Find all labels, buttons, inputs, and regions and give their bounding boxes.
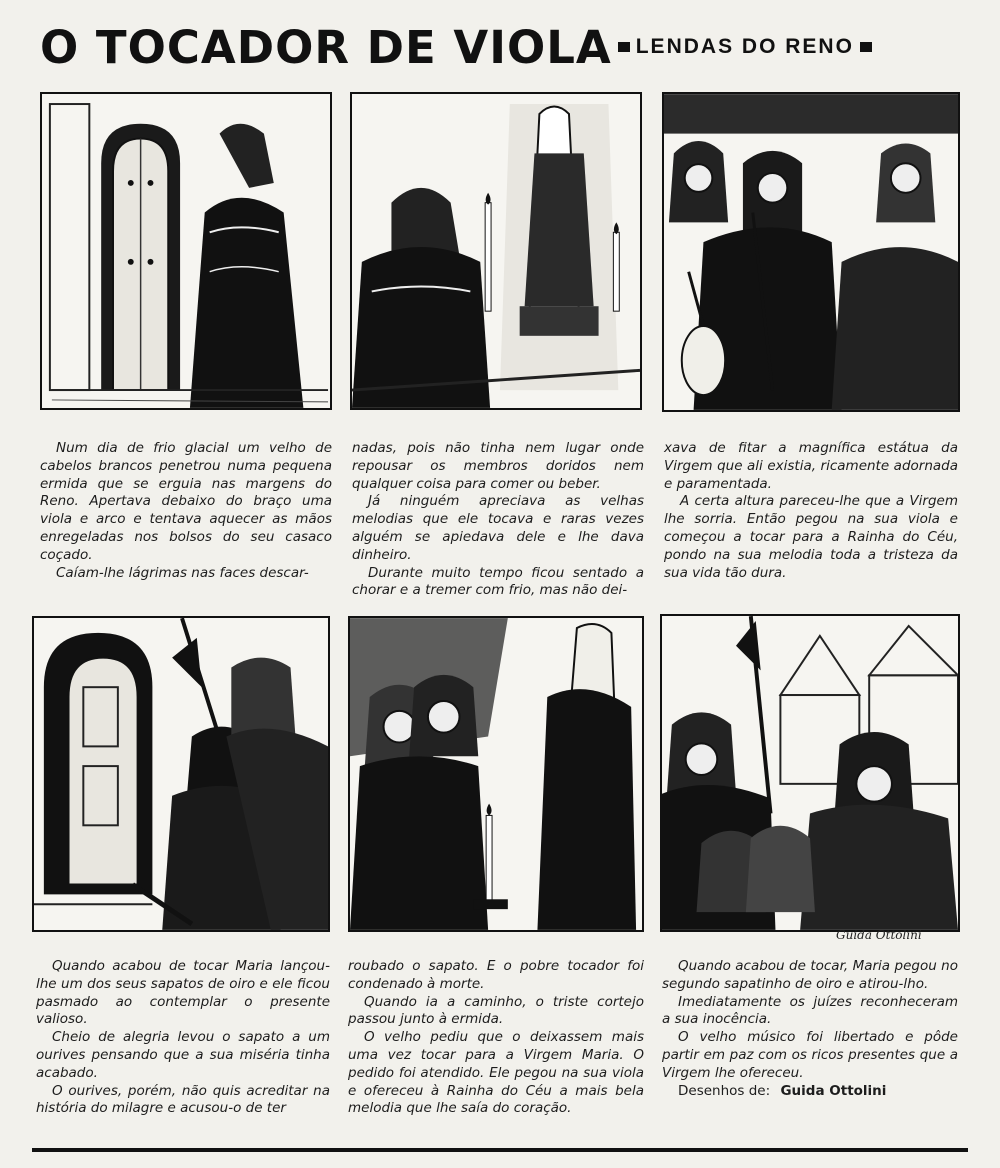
- story-paragraph: A certa altura pareceu-lhe que a Virgem lhe sorria. Então pegou na sua viola e começou a tocar para a Rainha do Céu, pondo na sua melodia toda a tristeza da sua vida tão dura.: [664, 493, 958, 581]
- story-paragraph: xava de fitar a magnífica estátua da Virgem que ali existia, ricamente adornada e paramentada.: [664, 440, 958, 492]
- story-column-bottom-1: [36, 958, 330, 1118]
- panel-illustration: [42, 94, 330, 408]
- bottom-rule: [32, 1148, 968, 1152]
- story-paragraph: nadas, pois não tinha nem lugar onde repousar os membros doridos nem qualquer coisa para comer ou beber.: [352, 440, 644, 492]
- story-column-top-2: [352, 440, 644, 600]
- panel-illustration: [350, 618, 642, 930]
- comic-panel-4: [32, 616, 330, 932]
- story-paragraph: Quando acabou de tocar, Maria pegou no segundo sapatinho de oiro e atirou-lho.: [662, 958, 958, 992]
- story-column-top-1: [40, 440, 332, 582]
- credit-name: Guida Ottolini: [780, 1082, 887, 1099]
- story-paragraph: Imediatamente os juízes reconheceram a sua inocência.: [662, 993, 958, 1028]
- story-paragraph: Caíam-lhe lágrimas nas faces descar-: [56, 564, 309, 581]
- panel-illustration: [352, 94, 640, 408]
- story-paragraph: Quando ia a caminho, o triste cortejo passou junto à ermida.: [348, 993, 644, 1028]
- story-paragraph: Cheio de alegria levou o sapato a um ourives pensando que a sua miséria tinha acabado.: [36, 1029, 330, 1081]
- credit-label: Desenhos de:: [678, 1082, 771, 1099]
- story-paragraph: Num dia de frio glacial um velho de cabelos brancos penetrou numa pequena ermida que se erguia nas margens do Reno. Apertava debaixo do braço uma viola e arco e tentava aquecer as mãos enregeladas nos bolsos do seu casaco coçado.: [40, 440, 332, 563]
- story-column-bottom-2: [348, 958, 644, 1118]
- comic-panel-1: [40, 92, 332, 410]
- story-paragraph: O velho músico foi libertado e pôde partir em paz com os ricos presentes que a Virgem lhe ofereceu.: [662, 1029, 958, 1081]
- story-paragraph: Quando acabou de tocar Maria lançou-lhe um dos seus sapatos de oiro e ele ficou pasmado ao contemplar o presente valioso.: [36, 958, 330, 1028]
- title-separator: [618, 42, 630, 52]
- page-subtitle: LENDAS DO RENO: [635, 35, 854, 58]
- panel-illustration: [664, 94, 958, 410]
- subtitle-end-mark: [860, 42, 872, 52]
- story-paragraph: O ourives, porém, não quis acreditar na história do milagre e acusou-o de ter: [36, 1082, 330, 1117]
- comic-panel-2: [350, 92, 642, 410]
- story-paragraph: O velho pediu que o deixassem mais uma vez tocar para a Virgem Maria. O pedido foi atendido. Ele pegou na sua viola e ofereceu à Rainha do Céu a mais bela melodia que lhe saía do coração.: [348, 1029, 644, 1117]
- page-title: O TOCADOR DE VIOLA: [40, 20, 612, 74]
- comic-panel-3: [662, 92, 960, 412]
- panel-illustration: [662, 616, 958, 930]
- illustration-credit: [662, 1083, 958, 1101]
- artist-signature: Guida Ottolini: [836, 928, 922, 942]
- comic-panel-6: [660, 614, 960, 932]
- panel-illustration: [34, 618, 328, 930]
- story-paragraph: Já ninguém apreciava as velhas melodias que ele tocava e raras vezes alguém se apiedava dele e lhe dava dinheiro.: [352, 493, 644, 563]
- story-paragraph: Durante muito tempo ficou sentado a chorar e a tremer com frio, mas não dei-: [352, 564, 644, 599]
- page-header: [40, 18, 970, 76]
- story-paragraph: roubado o sapato. E o pobre tocador foi condenado à morte.: [348, 958, 644, 992]
- story-column-bottom-3: [662, 958, 958, 1100]
- comic-panel-5: [348, 616, 644, 932]
- story-column-top-3: [664, 440, 958, 582]
